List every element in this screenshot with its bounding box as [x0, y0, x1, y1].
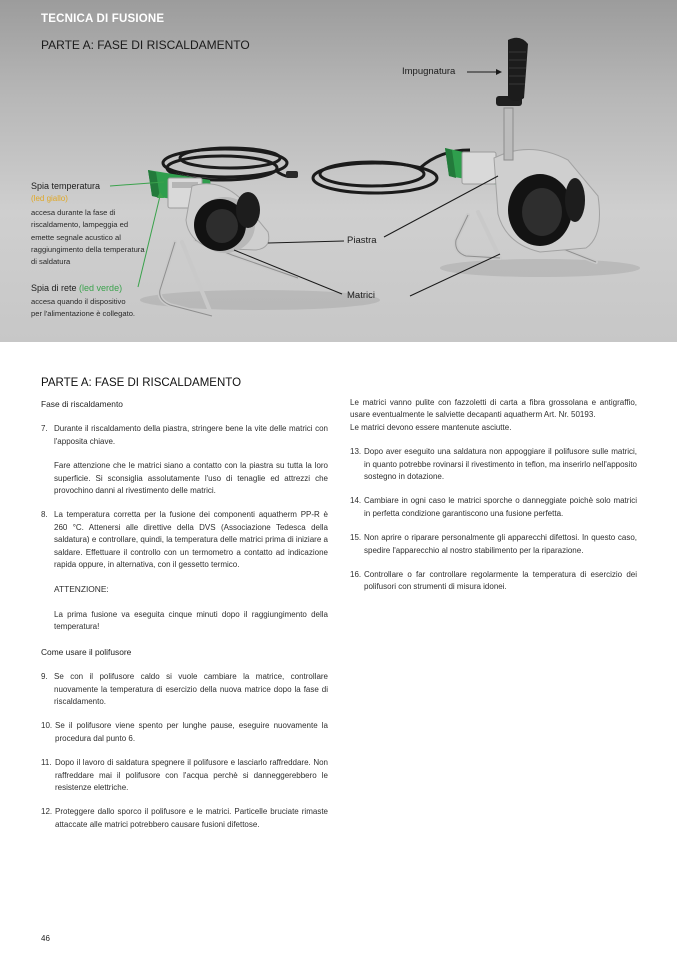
- list-item: 7. Durante il riscaldamento della piastra, stringere bene la vite delle matrici con l'apposita chiave.: [41, 424, 328, 446]
- list-item: 16. Controllare o far controllare regolarmente la temperatura di esercizio dei polifusori con strumenti di misura idonei.: [350, 570, 637, 592]
- list-item: 9. Se con il polifusore caldo si vuole cambiare la matrice, controllare nuovamente la temperatura di esercizio della nuova matrice dopo la fase di riscaldamento.: [41, 672, 328, 706]
- banner-title: PARTE A: FASE DI RISCALDAMENTO: [41, 38, 250, 52]
- callout-piastra: Piastra: [347, 235, 377, 246]
- list-item: 14. Cambiare in ogni caso le matrici sporche o danneggiate poichè solo matrici in perfetta condizione garantiscono una fusione perfetta.: [350, 496, 637, 518]
- note-paragraph: Fare attenzione che le matrici siano a contatto con la piastra su tutta la loro superficie. Si sconsiglia assolutamente l'uso di tenaglie ed attrezzi che provochino danni al rivestimento delle matrici.: [54, 461, 328, 496]
- callout-impugnatura: Impugnatura: [402, 66, 456, 77]
- page-heading: PARTE A: FASE DI RISCALDAMENTO: [41, 377, 242, 389]
- attention-label: ATTENZIONE:: [54, 584, 109, 595]
- callout-spia-rete: [31, 283, 122, 293]
- list-item: 12. Proteggere dallo sporco il polifusore e le matrici. Particelle bruciate rimaste attaccate alle matrici potrebbero causare fusioni difettose.: [41, 807, 328, 829]
- callout-spia-temperatura-title: Spia temperatura: [31, 181, 101, 191]
- callout-spia-temperatura-led: (led giallo): [31, 194, 68, 203]
- section-label: TECNICA DI FUSIONE: [41, 13, 165, 25]
- callout-spia-temperatura-desc: accesa durante la fase di riscaldamento, lampeggia ed emette segnale acustico al raggiungimento della temperatura di saldatura: [31, 208, 145, 267]
- intro-paragraph-2: Le matrici devono essere mantenute asciutte.: [350, 422, 512, 432]
- photo-banner: [0, 0, 677, 342]
- intro-paragraph: Le matrici vanno pulite con fazzoletti di carta a fibra grossolana e antigraffio, usare eventualmente le salviette decapanti aquatherm Art. Nr. 50193.: [350, 398, 637, 420]
- subheading-uso: Come usare il polifusore: [41, 646, 132, 657]
- list-item: 13. Dopo aver eseguito una saldatura non appoggiare il polifusore sulle matrici, in quanto potrebbe rovinarsi il rivestimento in teflon, ma inserirlo nell'apposito sostegno in dotazione.: [350, 447, 637, 482]
- list-item: 10. Se il polifusore viene spento per lunghe pause, eseguire nuovamente la procedura dal punto 6.: [41, 721, 328, 743]
- attention-text: La prima fusione va eseguita cinque minuti dopo il raggiungimento della temperatura!: [54, 609, 328, 632]
- callout-spia-rete-led: (led verde): [79, 283, 123, 293]
- page-number: 46: [41, 934, 50, 943]
- callout-matrici: Matrici: [347, 290, 375, 301]
- subheading-riscaldamento: Fase di riscaldamento: [41, 399, 123, 409]
- right-column: [350, 397, 637, 606]
- callout-spia-rete-desc: accesa quando il dispositivo per l'alimentazione è collegato.: [31, 297, 136, 319]
- list-item: 15. Non aprire o riparare personalmente gli apparecchi difettosi. In questo caso, spedire l'apparecchio al nostro stabilimento per la riparazione.: [350, 533, 637, 555]
- left-column: [41, 398, 328, 843]
- list-item: 11. Dopo il lavoro di saldatura spegnere il polifusore e lasciarlo raffreddare. Non raffreddare mai il polifusore con l'acqua perchè si danneggerebbero le resistenze elettriche.: [41, 758, 328, 792]
- list-item: 8. La temperatura corretta per la fusione dei componenti aquatherm PP-R è 260 °C. Attenersi alle direttive della DVS (Associazione Tedesca della saldatura) e controllare, quindi, la temperatura delle matrici prima di iniziare a saldare. Effettuare il controllo con un termometro a contatto ad indicazione rapida oppure, in alternativa, con il gessetto termico.: [41, 510, 328, 570]
- callout-spia-rete-title: Spia di rete: [31, 283, 77, 293]
